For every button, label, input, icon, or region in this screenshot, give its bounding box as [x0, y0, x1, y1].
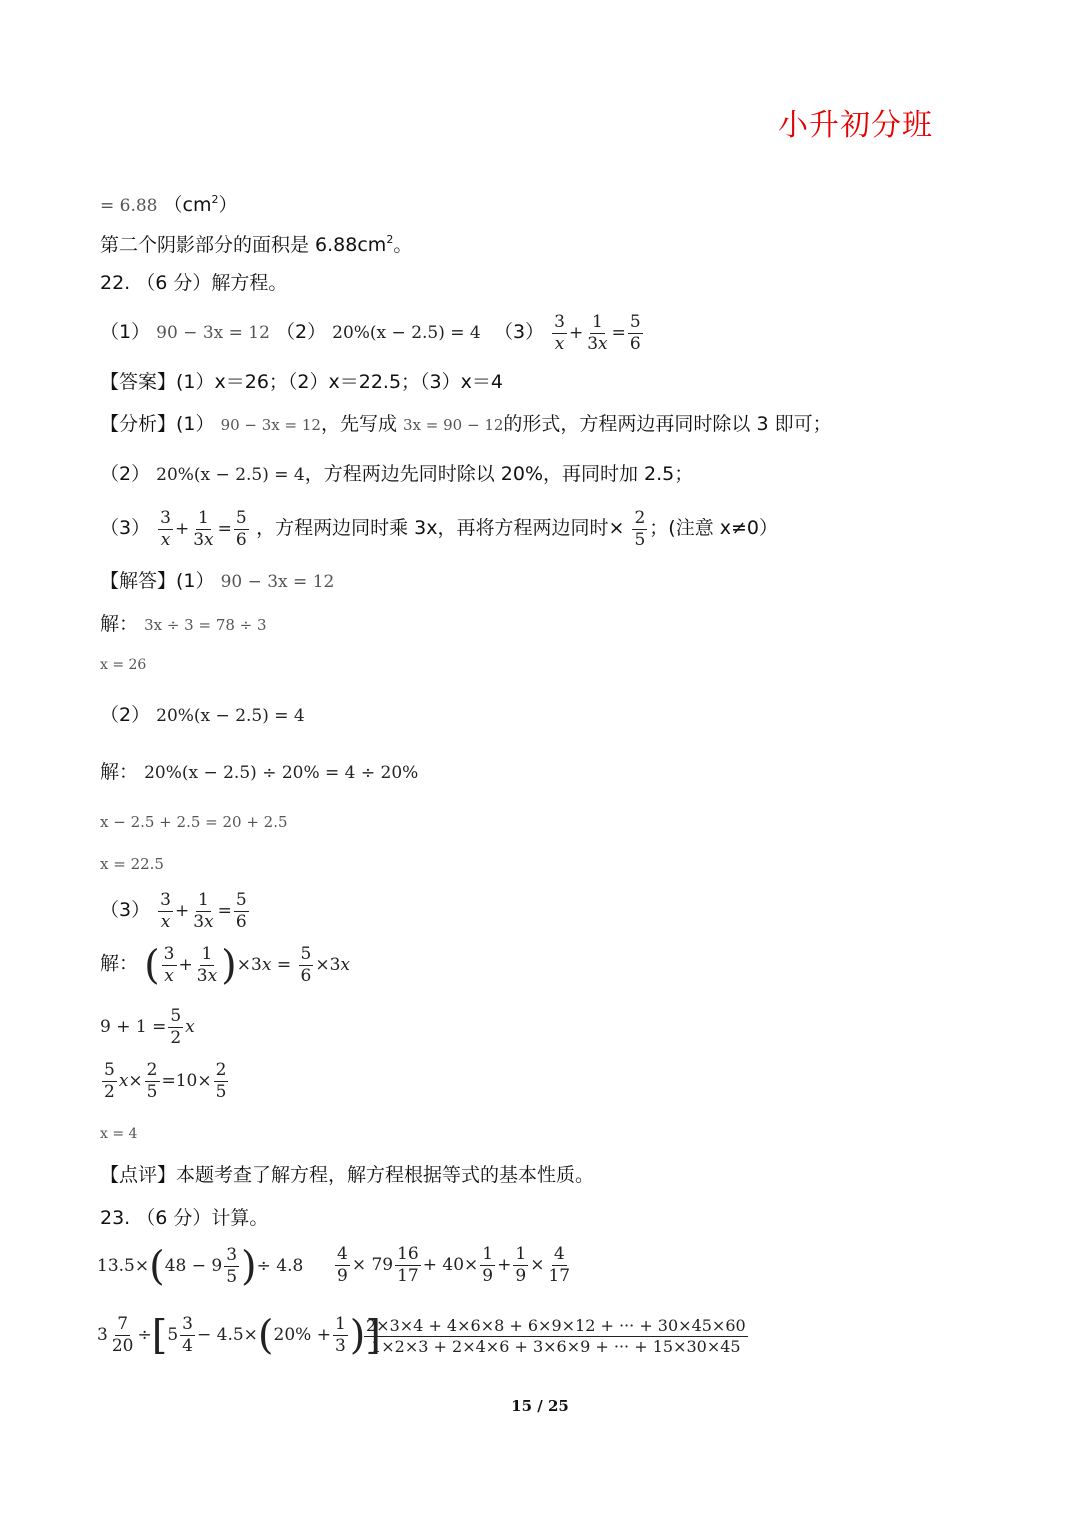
- sol3-step1-line: 解： ( $\frac{3}{x}$ + $\frac{1}{3x}$ )×3x = $\frac{5}{6}$ ×3x: [100, 942, 350, 988]
- sol2-step1: 20%(x − 2.5) ÷ 20% = 4 ÷ 20%: [144, 763, 419, 783]
- q22-solution-3: （3） $\frac{3}{x}$ + $\frac{1}{3x}$ = $\frac{5}{6}$: [100, 890, 247, 932]
- sol1-step1-line: [100, 612, 267, 637]
- e3-d: − 4.5×: [196, 1324, 258, 1345]
- jie-label: 解：: [100, 952, 139, 975]
- frac-2-over-5: $\frac{2}{5}$: [634, 508, 646, 550]
- q22-solution-2: [100, 703, 305, 728]
- analysis1-eq2: 3x = 90 − 12: [403, 416, 504, 434]
- frac-3-over-x: $\frac{3}{x}$: [554, 312, 565, 354]
- sol2-step1-line: [100, 760, 418, 785]
- q22-title: 22. （6 分）解方程。: [100, 272, 288, 294]
- q23-expr-4: [362, 1318, 750, 1355]
- frac-5-over-6: $\frac{5}{6}$: [629, 312, 641, 354]
- sol3-step2-left: 9 + 1 =: [100, 1017, 167, 1037]
- prev-conclusion-text: 第二个阴影部分的面积是 6.88cm: [100, 234, 387, 256]
- q22-p2-eq: 20%(x − 2.5) = 4: [332, 323, 481, 343]
- e2-c: + 40×: [422, 1255, 479, 1275]
- frac-1-over-3x: $\frac{1}{3x}$: [587, 312, 608, 354]
- q22-p1-eq: 90 − 3x = 12: [156, 323, 270, 343]
- prev-unit-close: ）: [218, 194, 238, 216]
- q22-solution-1: [100, 569, 334, 594]
- sol2-step2: x − 2.5 + 2.5 = 20 + 2.5: [100, 813, 288, 831]
- prev-result-line: [100, 188, 238, 218]
- e2-d: +: [497, 1255, 512, 1275]
- q22-problem-3: （3） $\frac{3}{x}$ + $\frac{1}{3x}$ = $\frac{5}{6}$: [494, 312, 641, 354]
- analysis2-eq: 20%(x − 2.5) = 4: [156, 465, 305, 485]
- analysis3-label: （3）: [100, 517, 151, 539]
- e1-c: ÷ 4.8: [256, 1255, 304, 1276]
- sol1-eq: 90 − 3x = 12: [220, 572, 335, 592]
- q23-expr-3: 3 $\frac{7}{20}$ ÷[5 $\frac{3}{4}$ − 4.5×(20% + $\frac{1}{3}$ )]: [97, 1312, 382, 1358]
- sol3-step4: x = 4: [100, 1126, 138, 1142]
- e1-b: 48 − 9: [164, 1255, 223, 1276]
- e2-e: ×: [530, 1255, 545, 1275]
- sol2-label: （2）: [100, 704, 151, 726]
- e3-a: 3: [97, 1324, 108, 1345]
- sol3-step3-line: $\frac{5}{2}$ x× $\frac{2}{5}$ =10× $\frac{2}{5}$: [104, 1060, 227, 1102]
- analysis1-mid: ，先写成: [320, 413, 397, 435]
- sol1-step1: 3x ÷ 3 = 78 ÷ 3: [144, 616, 267, 634]
- analysis3-end: ；(注意 x≠0）: [649, 517, 779, 539]
- q22-analysis-3: （3） $\frac{3}{x}$ + $\frac{1}{3x}$ = $\frac{5}{6}$ ，方程两边同时乘 3x，再将方程两边同时× $\frac{2}{5}$ ；(注意 x≠0）: [100, 508, 779, 550]
- sol3-step2-line: 9 + 1 = $\frac{5}{2}$ x: [100, 1006, 195, 1048]
- q22-problem-2: [276, 320, 481, 345]
- q22-review: 【点评】本题考查了解方程，解方程根据等式的基本性质。: [100, 1164, 595, 1186]
- prev-conclusion: [100, 228, 412, 257]
- e3-e: 20% +: [273, 1324, 331, 1345]
- q23-expr-2: $\frac{4}{9}$ × 79 $\frac{16}{17}$ + 40× $\frac{1}{9}$ + $\frac{1}{9}$ × $\frac{4}{17}$: [337, 1244, 571, 1286]
- e3-b: ÷: [137, 1324, 152, 1345]
- e2-b: × 79: [351, 1255, 394, 1275]
- page-number: 15 / 25: [511, 1397, 569, 1415]
- analysis2-end: ，方程两边先同时除以 20%，再同时加 2.5；: [304, 463, 694, 485]
- prev-conclusion-end: 。: [393, 234, 413, 256]
- jie-label: 解：: [100, 761, 139, 783]
- sol2-eq: 20%(x − 2.5) = 4: [156, 706, 305, 726]
- analysis-label: 【分析】(1）: [100, 413, 215, 435]
- analysis1-eq: 90 − 3x = 12: [220, 416, 321, 434]
- e1-a: 13.5×: [97, 1255, 150, 1276]
- analysis3-mid: ，方程两边同时乘 3x，再将方程两边同时×: [256, 517, 625, 539]
- q22-analysis-1: [100, 412, 832, 437]
- e4-numerator: 2×3×4 + 4×6×8 + 6×9×12 + ··· + 30×45×60: [366, 1316, 746, 1335]
- sol3-label: （3）: [100, 899, 151, 921]
- q22-analysis-2: [100, 462, 693, 487]
- analysis1-end: 的形式，方程两边再同时除以 3 即可；: [503, 413, 832, 435]
- prev-unit-open: （cm: [163, 194, 212, 216]
- prev-result-eq: = 6.88: [100, 196, 158, 216]
- sol2-step3: x = 22.5: [100, 855, 164, 873]
- prev-conclusion-sup: 2: [386, 233, 394, 246]
- q23-title: 23. （6 分）计算。: [100, 1207, 269, 1229]
- prev-unit-sup: 2: [211, 193, 219, 206]
- q22-problem-1: [100, 320, 270, 345]
- e4-denominator: 1×2×3 + 2×4×6 + 3×6×9 + ··· + 15×30×45: [371, 1337, 741, 1356]
- q23-expr-1: 13.5×(48 − 9 $\frac{3}{5}$ )÷ 4.8: [97, 1243, 304, 1289]
- q22-p1-label: （1）: [100, 321, 151, 343]
- q22-p3-label: （3）: [494, 321, 545, 343]
- e3-c: 5: [167, 1324, 179, 1345]
- header-title: 小升初分班: [778, 108, 933, 143]
- solution-label: 【解答】(1）: [100, 570, 215, 592]
- sol1-step2: x = 26: [100, 657, 147, 673]
- jie-label: 解：: [100, 613, 139, 635]
- q22-answer: 【答案】(1）x＝26；（2）x＝22.5；（3）x＝4: [100, 371, 503, 393]
- q22-p2-label: （2）: [276, 321, 327, 343]
- analysis2-label: （2）: [100, 463, 151, 485]
